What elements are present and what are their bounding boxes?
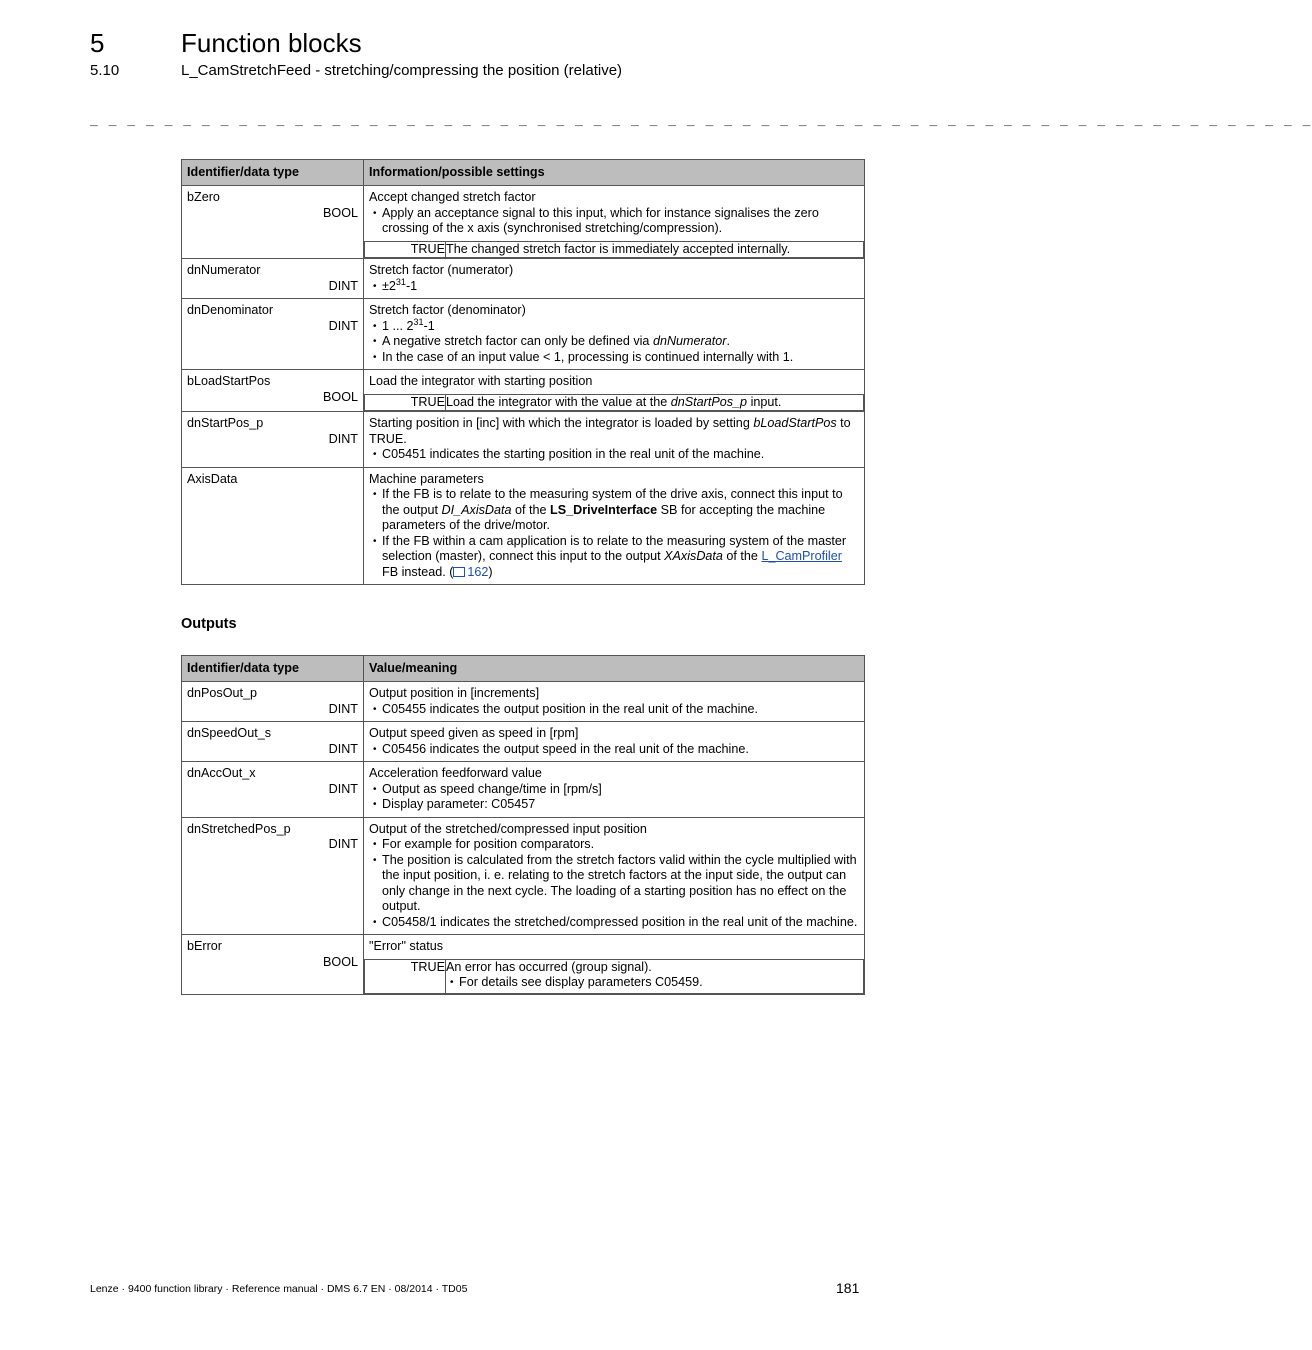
identifier-cell — [182, 467, 364, 585]
info-text: Stretch factor (denominator) — [369, 303, 526, 317]
identifier-cell — [182, 259, 364, 299]
text-run: . — [726, 334, 730, 348]
bullet-list — [364, 742, 864, 762]
list-item — [369, 334, 859, 350]
signal-name: dnStartPos_p — [670, 394, 748, 409]
text-run: A negative stretch factor can only be defined via — [382, 334, 653, 348]
chapter-title: Function blocks — [181, 28, 362, 58]
bullet-list — [364, 276, 864, 299]
list-item: • In the case of an input value < 1, processing is continued internally with 1. — [369, 350, 859, 366]
info-text: Stretch factor (numerator) — [369, 263, 514, 277]
bullet-list — [364, 837, 864, 934]
bullet-list — [364, 782, 864, 817]
info-cell — [364, 817, 865, 935]
bullet-list — [364, 316, 864, 370]
identifier-name: bError — [187, 939, 222, 953]
info-text: Output position in [increments] — [369, 686, 540, 700]
table-header-row — [182, 160, 865, 186]
info-text: "Error" status — [369, 939, 444, 953]
page-reference: 162 — [467, 564, 489, 579]
signal-name: XAxisData — [664, 549, 723, 563]
signal-name: dnNumerator — [652, 334, 727, 348]
identifier-cell — [182, 370, 364, 412]
page-number: 181 — [836, 1280, 860, 1296]
table-row — [182, 467, 865, 585]
signal-name: DI_AxisData — [441, 502, 512, 517]
data-type: BOOL — [323, 389, 358, 404]
list-item: • C05455 indicates the output position in the real unit of the machine. — [369, 702, 859, 718]
info-cell — [364, 682, 865, 722]
list-item — [369, 316, 859, 335]
identifier-cell — [182, 682, 364, 722]
identifier-name: AxisData — [187, 471, 238, 486]
text-run: of the — [511, 502, 551, 517]
text-run: Starting position in [inc] with which the integrator is loaded by setting — [369, 416, 754, 430]
info-cell — [364, 935, 865, 995]
setting-value: The changed stretch factor is immediately accepted internally. — [446, 241, 864, 258]
info-text: Acceleration feedforward value — [369, 766, 542, 780]
table-row — [182, 299, 865, 370]
text-run: If the FB within a cam application is to relate to the measuring system of the master selection (master), connect this input to the output — [382, 533, 847, 563]
data-type: DINT — [328, 431, 358, 446]
list-item — [369, 534, 859, 581]
info-text: Accept changed stretch factor — [369, 190, 536, 204]
identifier-name: dnStartPos_p — [187, 416, 264, 430]
table-row — [182, 817, 865, 935]
list-item: • Display parameter: C05457 — [369, 797, 859, 813]
table-row — [182, 935, 865, 995]
list-item: • C05458/1 indicates the stretched/compressed position in the real unit of the machine. — [369, 915, 859, 931]
range-exponent: 31 — [413, 316, 424, 327]
identifier-cell — [182, 186, 364, 259]
bullet-list — [364, 447, 864, 467]
setting-value — [446, 959, 864, 993]
range-tail: -1 — [423, 318, 435, 333]
info-cell — [364, 186, 865, 259]
column-header-information: Information/possible settings — [364, 160, 865, 186]
range-base: ±2 — [382, 278, 396, 293]
column-header-value: Value/meaning — [364, 656, 865, 682]
identifier-cell — [182, 412, 364, 468]
data-type: BOOL — [323, 205, 358, 220]
table-row — [182, 186, 865, 259]
chapter-number: 5 — [90, 28, 105, 58]
info-text — [364, 412, 864, 447]
list-item: • Output as speed change/time in [rpm/s] — [369, 782, 859, 798]
bullet-list — [364, 702, 864, 722]
list-item: • For example for position comparators. — [369, 837, 859, 853]
info-cell — [364, 762, 865, 818]
outputs-heading: Outputs — [181, 616, 237, 632]
block-name: LS_DriveInterface — [550, 502, 658, 517]
page-reference-link[interactable] — [453, 565, 488, 579]
data-type: DINT — [328, 837, 358, 851]
list-item: • The position is calculated from the stretch factors valid within the cycle multiplied with the input position, i. e. relating to the stretch factors at the input side, the output can only change in the next cycle. The loading of a starting position has no effect on the output. — [369, 853, 859, 915]
setting-value — [446, 394, 864, 411]
identifier-name: dnDenominator — [187, 303, 274, 317]
table-row — [182, 722, 865, 762]
list-item — [369, 276, 859, 295]
table-row — [182, 412, 865, 468]
info-text: Output speed given as speed in [rpm] — [369, 726, 579, 740]
setting-text: An error has occurred (group signal). — [446, 959, 652, 974]
book-icon — [453, 567, 465, 577]
settings-subtable — [364, 394, 864, 412]
info-cell — [364, 467, 865, 585]
identifier-name: dnSpeedOut_s — [187, 726, 272, 740]
bullet-list — [364, 487, 864, 584]
info-text: Load the integrator with starting position — [369, 374, 593, 388]
camprofiler-link[interactable]: L_CamProfiler — [761, 549, 842, 563]
identifier-name: bLoadStartPos — [187, 374, 271, 388]
data-type: BOOL — [323, 954, 358, 969]
data-type: DINT — [328, 741, 358, 756]
footer-text: Lenze · 9400 function library · Reference manual · DMS 6.7 EN · 08/2014 · TD05 — [90, 1283, 468, 1295]
list-item — [369, 487, 859, 534]
signal-name: bLoadStartPos — [753, 416, 837, 430]
identifier-name: dnNumerator — [187, 263, 261, 277]
outputs-table — [181, 655, 865, 995]
setting-key: TRUE — [365, 959, 446, 993]
info-text: Machine parameters — [369, 471, 484, 486]
list-item: • C05451 indicates the starting position in the real unit of the machine. — [369, 447, 859, 463]
range-tail: -1 — [405, 278, 418, 293]
header-rule: _ _ _ _ _ _ _ _ _ _ _ _ _ _ _ _ _ _ _ _ _ _ _ _ _ _ _ _ _ _ _ _ _ _ _ _ _ _ _ _ _ _ _ _ _ _ _ _ _ _ _ _ _ _ _ _ _ _ _ _ _ _ _ _ _ _ — [90, 112, 1312, 127]
text-run: If the FB is to relate to the measuring system of the drive axis, connect this input to the output — [382, 487, 843, 517]
table-row — [182, 370, 865, 412]
identifier-cell — [182, 762, 364, 818]
section-title: L_CamStretchFeed - stretching/compressing the position (relative) — [181, 62, 623, 79]
section-number: 5.10 — [90, 62, 120, 79]
info-cell — [364, 370, 865, 412]
identifier-name: dnStretchedPos_p — [187, 821, 291, 836]
table-header-row — [182, 656, 865, 682]
text-run: FB instead. ( — [382, 564, 454, 579]
text-run: ) — [488, 564, 493, 579]
list-item: • Apply an acceptance signal to this input, which for instance signalises the zero crossing of the x axis (synchronised stretching/compression). — [369, 206, 859, 237]
text-run: input. — [747, 394, 782, 409]
inputs-table — [181, 159, 865, 585]
info-cell — [364, 259, 865, 299]
data-type: DINT — [328, 781, 358, 796]
setting-key: TRUE — [365, 394, 446, 411]
bullet-list — [446, 975, 863, 993]
identifier-cell — [182, 299, 364, 370]
identifier-cell — [182, 935, 364, 995]
identifier-name: bZero — [187, 190, 220, 204]
identifier-name: dnAccOut_x — [187, 766, 256, 780]
bullet-list — [364, 206, 864, 237]
column-header-identifier: Identifier/data type — [182, 656, 364, 682]
list-item: • C05456 indicates the output speed in the real unit of the machine. — [369, 742, 859, 758]
range-exponent: 31 — [395, 276, 406, 287]
identifier-name: dnPosOut_p — [187, 686, 258, 700]
data-type: DINT — [328, 278, 358, 293]
identifier-cell — [182, 722, 364, 762]
text-run: to TRUE. — [369, 416, 851, 446]
range-base: 1 ... 2 — [382, 318, 414, 333]
data-type: DINT — [328, 318, 358, 333]
info-text: Output of the stretched/compressed input position — [369, 821, 647, 836]
settings-subtable — [364, 959, 864, 994]
table-row — [182, 259, 865, 299]
info-cell — [364, 722, 865, 762]
identifier-cell — [182, 817, 364, 935]
info-cell — [364, 299, 865, 370]
info-cell — [364, 412, 865, 468]
list-item: • For details see display parameters C05459. — [446, 975, 863, 991]
settings-subtable — [364, 241, 864, 259]
column-header-identifier: Identifier/data type — [182, 160, 364, 186]
data-type: DINT — [328, 701, 358, 716]
table-row — [182, 682, 865, 722]
table-row — [182, 762, 865, 818]
text-run: of the — [722, 549, 762, 563]
setting-key: TRUE — [365, 241, 446, 258]
text-run: Load the integrator with the value at the — [446, 394, 671, 409]
text-run: SB for accepting the machine parameters of the drive/motor. — [382, 502, 826, 532]
